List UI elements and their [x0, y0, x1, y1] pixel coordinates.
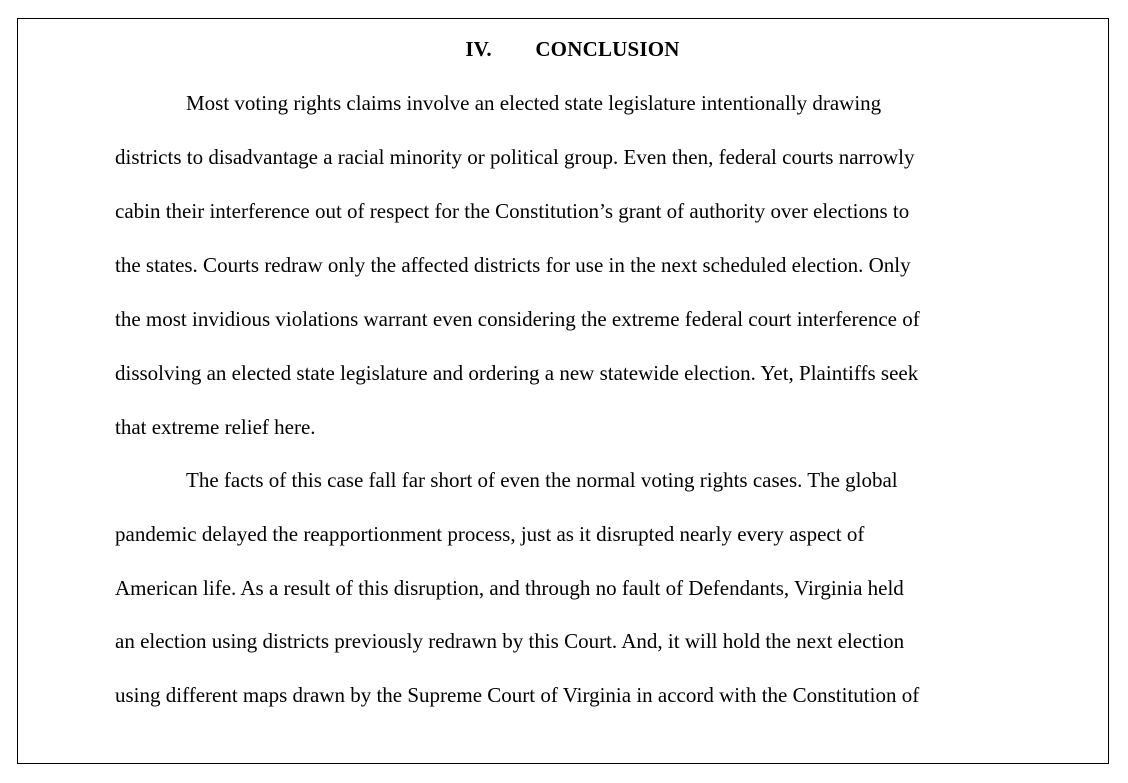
paragraph-1-line-4: the states. Courts redraw only the affected districts for use in the next scheduled election. Only [115, 253, 911, 277]
paragraph-2-line-5: using different maps drawn by the Supreme Court of Virginia in accord with the Constitution of [115, 683, 920, 707]
paragraph-2-line-4: an election using districts previously redrawn by this Court. And, it will hold the next election [115, 629, 905, 653]
paragraph-1-line-6: dissolving an elected state legislature and ordering a new statewide election. Yet, Plaintiffs seek [115, 361, 919, 385]
paragraph-2-line-3: American life. As a result of this disruption, and through no fault of Defendants, Virginia held [115, 576, 904, 600]
paragraph-1-line-7: that extreme relief here. [115, 415, 316, 439]
section-title: CONCLUSION [535, 37, 680, 61]
paragraph-2-line-1: The facts of this case fall far short of even the normal voting rights cases. The global [186, 468, 898, 492]
paragraph-1-line-1: Most voting rights claims involve an elected state legislature intentionally drawing [186, 91, 882, 115]
paragraph-1-line-5: the most invidious violations warrant even considering the extreme federal court interference of [115, 307, 920, 331]
paragraph-1-line-3: cabin their interference out of respect for the Constitution’s grant of authority over elections to [115, 199, 910, 223]
paragraph-2-line-2: pandemic delayed the reapportionment process, just as it disrupted nearly every aspect of [115, 522, 865, 546]
section-number: IV. [465, 37, 492, 61]
section-heading [115, 34, 1030, 64]
paragraph-1-line-2: districts to disadvantage a racial minority or political group. Even then, federal courts narrowly [115, 145, 915, 169]
